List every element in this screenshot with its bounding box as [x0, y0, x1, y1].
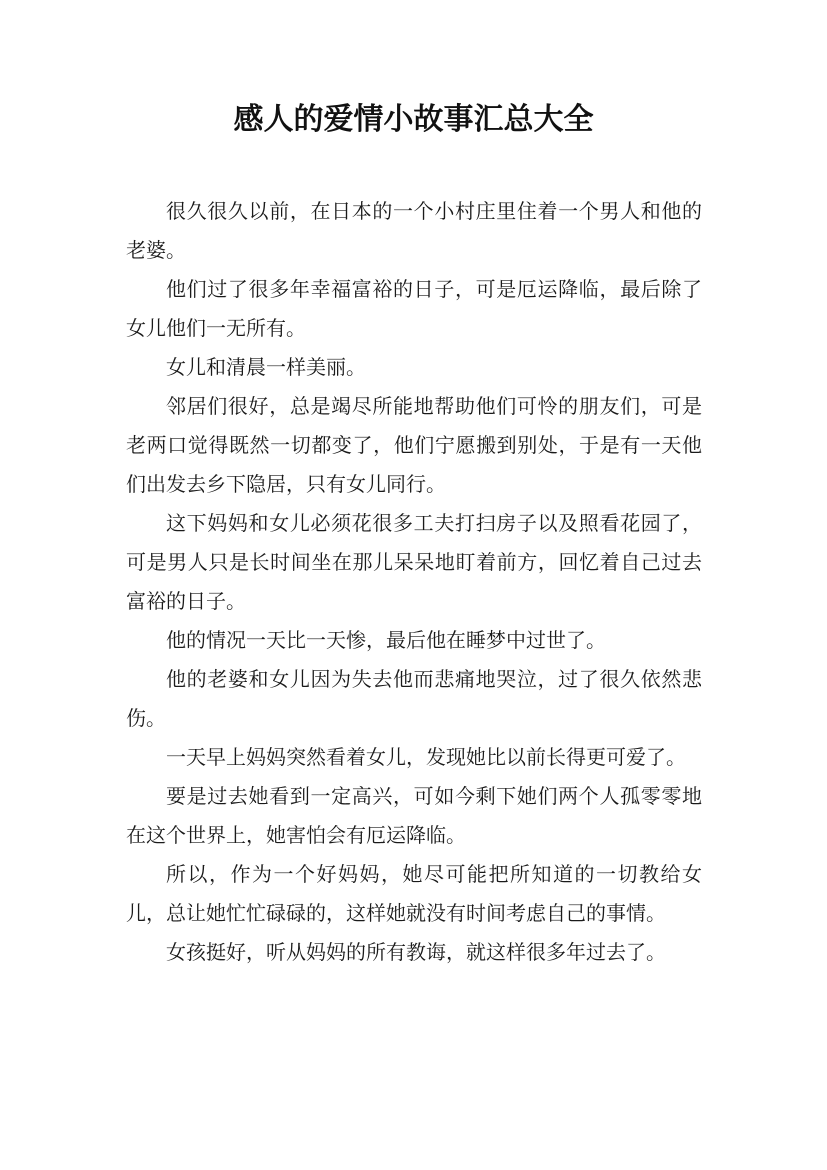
paragraph: 女儿和清晨一样美丽。: [166, 355, 366, 379]
paragraph: 邻居们很好，总是竭尽所能地帮助他们可怜的朋友们，可是老两口觉得既然一切都变了，他们宁愿搬到别处，于是有一天他们出发去乡下隐居，只有女儿同行。: [126, 394, 702, 496]
paragraph: 这下妈妈和女儿必须花很多工夫打扫房子以及照看花园了，可是男人只是长时间坐在那儿呆呆地盯着前方，回忆着自己过去富裕的日子。: [126, 511, 702, 613]
paragraph: 很久很久以前，在日本的一个小村庄里住着一个男人和他的老婆。: [126, 199, 702, 262]
document-body: [126, 192, 702, 972]
paragraph: 要是过去她看到一定高兴，可如今剩下她们两个人孤零零地在这个世界上，她害怕会有厄运降临。: [126, 784, 702, 847]
paragraph: 他们过了很多年幸福富裕的日子，可是厄运降临，最后除了女儿他们一无所有。: [126, 277, 702, 340]
paragraph: 一天早上妈妈突然看着女儿，发现她比以前长得更可爱了。: [166, 745, 686, 769]
paragraph: 他的老婆和女儿因为失去他而悲痛地哭泣，过了很久依然悲伤。: [126, 667, 702, 730]
paragraph: 所以，作为一个好妈妈，她尽可能把所知道的一切教给女儿，总让她忙忙碌碌的，这样她就没有时间考虑自己的事情。: [126, 862, 702, 925]
document-title: 感人的爱情小故事汇总大全: [233, 102, 594, 137]
paragraph: 他的情况一天比一天惨，最后他在睡梦中过世了。: [166, 628, 606, 652]
paragraph: 女孩挺好，听从妈妈的所有教诲，就这样很多年过去了。: [166, 940, 666, 964]
